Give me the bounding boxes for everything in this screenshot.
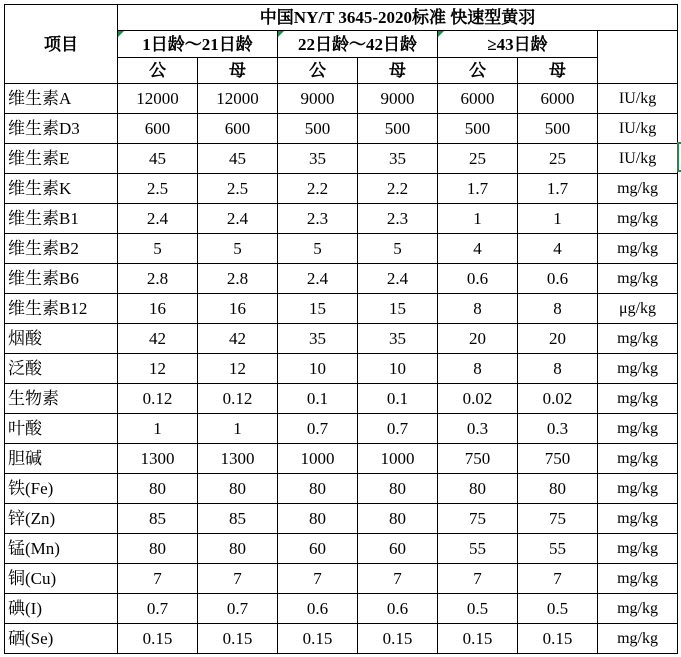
value-cell[interactable]: 0.7 [358,414,438,444]
value-cell[interactable]: 2.4 [278,264,358,294]
unit-cell[interactable]: μg/kg [598,294,678,324]
item-name-cell[interactable]: 硒(Se) [5,624,118,654]
table-row [5,144,678,174]
value-cell[interactable]: 500 [278,114,358,144]
value-cell[interactable]: 0.6 [278,594,358,624]
value-cell[interactable]: 80 [198,534,278,564]
value-cell[interactable]: 80 [278,504,358,534]
age-group-cell-1-21[interactable] [118,31,278,58]
item-header-cell[interactable]: 项目 [5,5,118,84]
title-row [5,5,678,31]
value-cell[interactable]: 2.8 [118,264,198,294]
unit-cell[interactable]: mg/kg [598,504,678,534]
value-cell[interactable]: 4 [438,234,518,264]
value-cell[interactable]: 500 [438,114,518,144]
table-row [5,324,678,354]
value-cell[interactable]: 0.15 [278,624,358,654]
unit-cell[interactable]: mg/kg [598,414,678,444]
value-cell[interactable]: 1 [438,204,518,234]
item-name-cell[interactable]: 铜(Cu) [5,564,118,594]
value-cell[interactable]: 0.3 [518,414,598,444]
value-cell[interactable]: 75 [438,504,518,534]
table-row [5,204,678,234]
unit-cell[interactable]: mg/kg [598,564,678,594]
item-name-cell[interactable]: 维生素B2 [5,234,118,264]
value-cell[interactable]: 16 [198,294,278,324]
value-cell[interactable]: 8 [438,354,518,384]
value-cell[interactable]: 80 [358,474,438,504]
value-cell[interactable]: 16 [118,294,198,324]
value-cell[interactable]: 9000 [278,84,358,114]
unit-cell[interactable]: mg/kg [598,264,678,294]
error-indicator-icon [438,31,444,37]
age-group-label: 1日龄～21日龄 [142,34,253,54]
age-group-label: 22日龄～42日龄 [298,34,417,54]
value-cell[interactable]: 10 [358,354,438,384]
value-cell[interactable]: 0.15 [518,624,598,654]
value-cell[interactable]: 2.5 [198,174,278,204]
table-row [5,444,678,474]
item-name-cell[interactable]: 维生素E [5,144,118,174]
sex-label-cell[interactable]: 公 [278,58,358,84]
value-cell[interactable]: 750 [518,444,598,474]
value-cell[interactable]: 45 [118,144,198,174]
value-cell[interactable]: 35 [358,324,438,354]
item-name-cell[interactable]: 维生素B6 [5,264,118,294]
error-indicator-icon [118,31,124,37]
age-group-label: ≥43日龄 [487,34,548,54]
table-row [5,234,678,264]
value-cell[interactable]: 2.3 [278,204,358,234]
value-cell[interactable]: 0.6 [518,264,598,294]
value-cell[interactable]: 7 [198,564,278,594]
value-cell[interactable]: 1300 [198,444,278,474]
value-cell[interactable]: 7 [278,564,358,594]
table-row [5,294,678,324]
unit-cell[interactable]: mg/kg [598,234,678,264]
value-cell[interactable]: 7 [438,564,518,594]
value-cell[interactable]: 0.15 [438,624,518,654]
value-cell[interactable]: 20 [518,324,598,354]
value-cell[interactable]: 12 [198,354,278,384]
table-title-cell[interactable]: 中国NY/T 3645-2020标准 快速型黄羽 [118,5,678,31]
value-cell[interactable]: 80 [358,504,438,534]
value-cell[interactable]: 35 [278,144,358,174]
unit-cell[interactable]: IU/kg [598,114,678,144]
value-cell[interactable]: 0.3 [438,414,518,444]
table-row [5,384,678,414]
item-name-cell[interactable]: 维生素D3 [5,114,118,144]
table-row [5,414,678,444]
value-cell[interactable]: 2.4 [198,204,278,234]
item-name-cell[interactable]: 泛酸 [5,354,118,384]
unit-cell[interactable]: mg/kg [598,624,678,654]
unit-header-cell[interactable] [598,31,678,84]
value-cell[interactable]: 85 [198,504,278,534]
item-name-cell[interactable]: 碘(I) [5,594,118,624]
value-cell[interactable]: 2.8 [198,264,278,294]
value-cell[interactable]: 85 [118,504,198,534]
unit-cell[interactable]: IU/kg [598,144,678,174]
value-cell[interactable]: 0.7 [198,594,278,624]
value-cell[interactable]: 8 [518,294,598,324]
value-cell[interactable]: 25 [518,144,598,174]
value-cell[interactable]: 1.7 [438,174,518,204]
sex-label-cell[interactable]: 母 [358,58,438,84]
value-cell[interactable]: 20 [438,324,518,354]
value-cell[interactable]: 8 [438,294,518,324]
table-row [5,354,678,384]
value-cell[interactable]: 75 [518,504,598,534]
value-cell[interactable]: 45 [198,144,278,174]
value-cell[interactable]: 7 [118,564,198,594]
value-cell[interactable]: 0.15 [118,624,198,654]
value-cell[interactable]: 0.1 [358,384,438,414]
value-cell[interactable]: 42 [118,324,198,354]
table-row [5,624,678,654]
value-cell[interactable]: 35 [358,144,438,174]
value-cell[interactable]: 2.5 [118,174,198,204]
value-cell[interactable]: 5 [358,234,438,264]
value-cell[interactable]: 80 [118,474,198,504]
value-cell[interactable]: 80 [438,474,518,504]
value-cell[interactable]: 500 [358,114,438,144]
value-cell[interactable]: 500 [518,114,598,144]
value-cell[interactable]: 80 [518,474,598,504]
item-name-cell[interactable]: 维生素A [5,84,118,114]
unit-cell[interactable]: mg/kg [598,384,678,414]
value-cell[interactable]: 0.5 [518,594,598,624]
value-cell[interactable]: 2.4 [358,264,438,294]
value-cell[interactable]: 12 [118,354,198,384]
value-cell[interactable]: 0.15 [198,624,278,654]
unit-cell[interactable]: IU/kg [598,84,678,114]
item-name-cell[interactable]: 烟酸 [5,324,118,354]
value-cell[interactable]: 0.6 [438,264,518,294]
value-cell[interactable]: 55 [438,534,518,564]
value-cell[interactable]: 2.3 [358,204,438,234]
value-cell[interactable]: 0.12 [118,384,198,414]
value-cell[interactable]: 0.12 [198,384,278,414]
table-row [5,534,678,564]
value-cell[interactable]: 1 [518,204,598,234]
value-cell[interactable]: 750 [438,444,518,474]
value-cell[interactable]: 600 [118,114,198,144]
value-cell[interactable]: 42 [198,324,278,354]
value-cell[interactable]: 7 [358,564,438,594]
sex-label-cell[interactable]: 母 [518,58,598,84]
table-row [5,264,678,294]
item-name-cell[interactable]: 维生素B1 [5,204,118,234]
value-cell[interactable]: 1000 [358,444,438,474]
value-cell[interactable]: 7 [518,564,598,594]
nutrient-standard-table [4,4,678,654]
value-cell[interactable]: 25 [438,144,518,174]
table-row [5,504,678,534]
value-cell[interactable]: 5 [198,234,278,264]
value-cell[interactable]: 600 [198,114,278,144]
item-name-cell[interactable]: 维生素K [5,174,118,204]
age-group-cell-22-42[interactable] [278,31,438,58]
value-cell[interactable]: 0.02 [438,384,518,414]
value-cell[interactable]: 9000 [358,84,438,114]
value-cell[interactable]: 0.5 [438,594,518,624]
value-cell[interactable]: 2.4 [118,204,198,234]
value-cell[interactable]: 60 [278,534,358,564]
value-cell[interactable]: 55 [518,534,598,564]
value-cell[interactable]: 0.7 [118,594,198,624]
value-cell[interactable]: 0.1 [278,384,358,414]
item-name-cell[interactable]: 叶酸 [5,414,118,444]
item-name-cell[interactable]: 锌(Zn) [5,504,118,534]
value-cell[interactable]: 10 [278,354,358,384]
value-cell[interactable]: 1 [118,414,198,444]
value-cell[interactable]: 35 [278,324,358,354]
value-cell[interactable]: 15 [278,294,358,324]
unit-cell[interactable]: mg/kg [598,444,678,474]
table-row [5,114,678,144]
item-name-cell[interactable]: 锰(Mn) [5,534,118,564]
value-cell[interactable]: 5 [278,234,358,264]
value-cell[interactable]: 2.2 [358,174,438,204]
value-cell[interactable]: 1.7 [518,174,598,204]
unit-cell[interactable]: mg/kg [598,324,678,354]
item-name-cell[interactable]: 生物素 [5,384,118,414]
value-cell[interactable]: 4 [518,234,598,264]
unit-cell[interactable]: mg/kg [598,204,678,234]
value-cell[interactable]: 0.15 [358,624,438,654]
value-cell[interactable]: 0.02 [518,384,598,414]
age-group-cell-43-plus[interactable] [438,31,598,58]
value-cell[interactable]: 8 [518,354,598,384]
item-name-cell[interactable]: 胆碱 [5,444,118,474]
value-cell[interactable]: 6000 [518,84,598,114]
unit-cell[interactable]: mg/kg [598,354,678,384]
error-indicator-icon [278,31,284,37]
table-row [5,174,678,204]
value-cell[interactable]: 0.7 [278,414,358,444]
value-cell[interactable]: 1 [198,414,278,444]
unit-cell[interactable]: mg/kg [598,474,678,504]
value-cell[interactable]: 6000 [438,84,518,114]
value-cell[interactable]: 80 [198,474,278,504]
item-name-cell[interactable]: 维生素B12 [5,294,118,324]
table-row [5,564,678,594]
value-cell[interactable]: 80 [278,474,358,504]
value-cell[interactable]: 0.6 [358,594,438,624]
sex-label-cell[interactable]: 公 [118,58,198,84]
cell-selection-marker [677,142,681,172]
value-cell[interactable]: 1000 [278,444,358,474]
value-cell[interactable]: 1300 [118,444,198,474]
unit-cell[interactable]: mg/kg [598,534,678,564]
value-cell[interactable]: 60 [358,534,438,564]
table-row [5,474,678,504]
table-row [5,594,678,624]
value-cell[interactable]: 80 [118,534,198,564]
sex-label-cell[interactable]: 母 [198,58,278,84]
value-cell[interactable]: 12000 [198,84,278,114]
sex-label-cell[interactable]: 公 [438,58,518,84]
value-cell[interactable]: 5 [118,234,198,264]
value-cell[interactable]: 15 [358,294,438,324]
value-cell[interactable]: 12000 [118,84,198,114]
value-cell[interactable]: 2.2 [278,174,358,204]
item-name-cell[interactable]: 铁(Fe) [5,474,118,504]
table-row [5,84,678,114]
unit-cell[interactable]: mg/kg [598,594,678,624]
unit-cell[interactable]: mg/kg [598,174,678,204]
